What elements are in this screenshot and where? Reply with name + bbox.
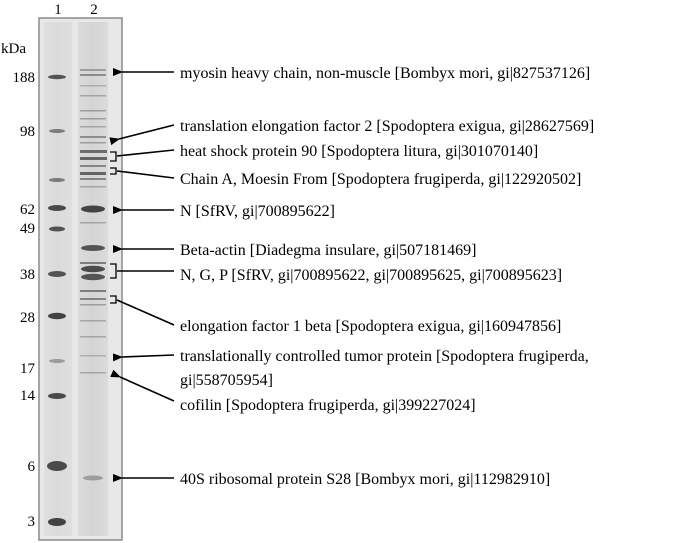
gel-lane-1 (44, 22, 72, 536)
lane-number-1: 1 (54, 2, 62, 18)
line-moesin (117, 171, 174, 178)
label-ef2: translation elongation factor 2 [Spodoptera exigua, gi|28627569] (180, 118, 595, 135)
label-tctp-line1: translationally controlled tumor protein [Spodoptera frugiperda, (180, 348, 589, 365)
label-ngp: N, G, P [SfRV, gi|700895622, gi|700895625, gi|700895623] (180, 267, 563, 284)
mw-marker-28: 28 (20, 310, 35, 326)
mw-marker-38: 38 (20, 267, 35, 283)
arrow-ef2 (119, 125, 174, 139)
mw-marker-49: 49 (20, 221, 35, 237)
mw-marker-14: 14 (20, 388, 35, 404)
label-n: N [SfRV, gi|700895622] (180, 203, 335, 220)
mw-marker-scale (1, 41, 36, 530)
protein-annotations (180, 65, 594, 488)
mw-marker-17: 17 (20, 361, 35, 377)
mw-unit-label: kDa (1, 41, 26, 57)
label-myosin: myosin heavy chain, non-muscle [Bombyx mori, gi|827537126] (180, 65, 591, 82)
lane-number-2: 2 (90, 2, 98, 18)
mw-marker-188: 188 (12, 70, 35, 86)
label-ef1b: elongation factor 1 beta [Spodoptera exigua, gi|160947856] (180, 318, 562, 335)
label-tctp-line2: gi|558705954] (180, 372, 273, 389)
line-hsp90 (117, 150, 174, 156)
mw-marker-6: 6 (27, 459, 35, 475)
label-s28: 40S ribosomal protein S28 [Bombyx mori, gi|112982910] (180, 471, 551, 488)
arrow-tctp (122, 355, 174, 357)
mw-marker-3: 3 (27, 514, 35, 530)
gel-image (39, 18, 122, 540)
label-hsp90: heat shock protein 90 [Spodoptera litura, gi|301070140] (180, 143, 539, 160)
label-cofilin: cofilin [Spodoptera frugiperda, gi|399227024] (180, 397, 476, 414)
label-beta-actin: Beta-actin [Diadegma insulare, gi|507181469] (180, 242, 477, 259)
line-ef1b (117, 300, 174, 325)
label-moesin: Chain A, Moesin From [Spodoptera frugiperda, gi|122920502] (180, 171, 582, 188)
mw-marker-98: 98 (20, 124, 35, 140)
arrow-cofilin (120, 377, 174, 401)
mw-marker-62: 62 (20, 202, 35, 218)
annotation-arrows (117, 72, 174, 478)
